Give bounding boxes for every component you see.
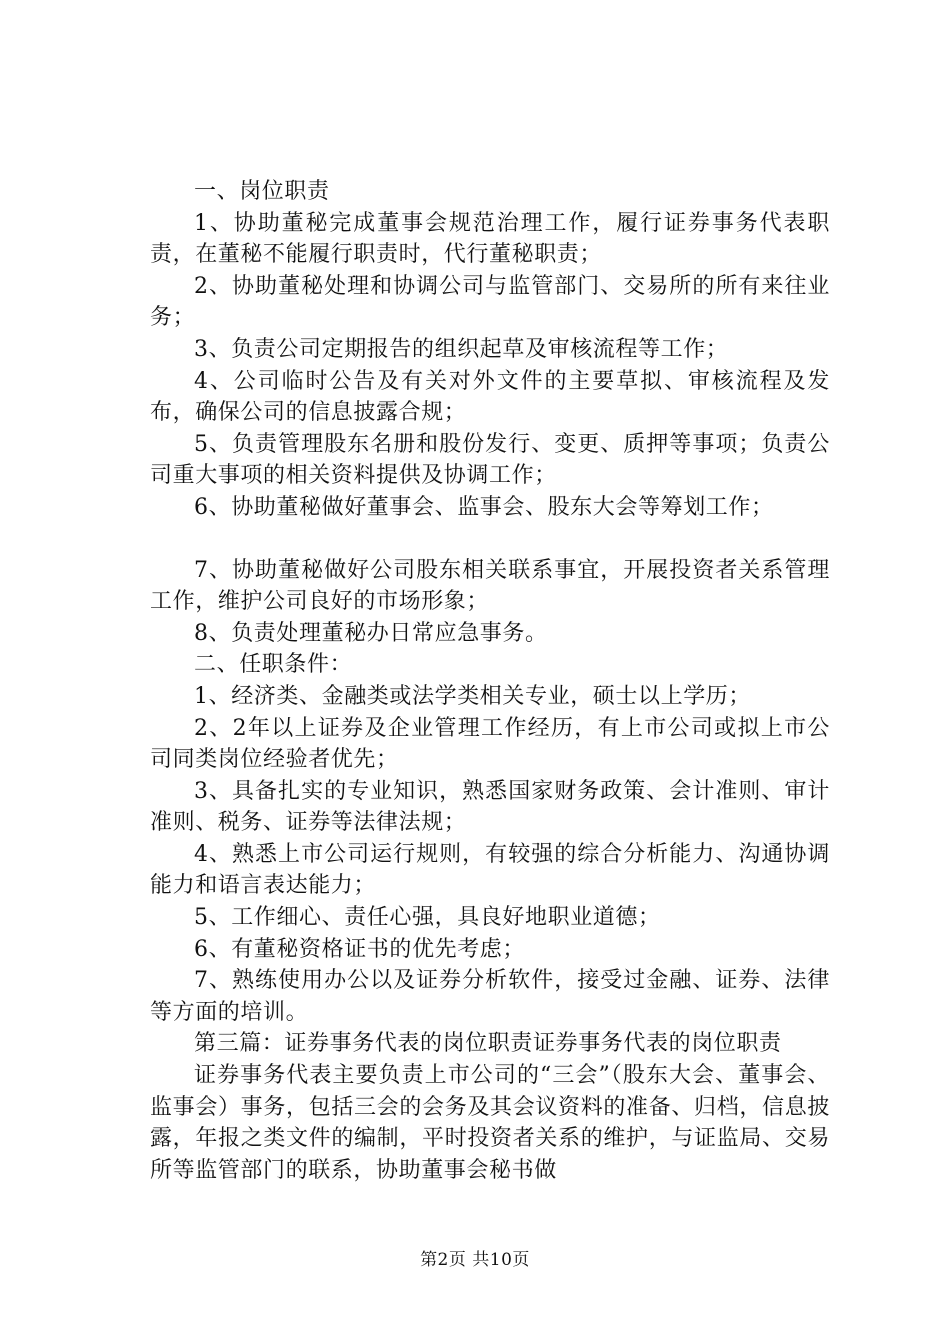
page-number: 第2页 共10页 [420, 1250, 530, 1270]
paragraph: 2、2年以上证券及企业管理工作经历，有上市公司或拟上市公司同类岗位经验者优先； [150, 715, 830, 773]
chapter-heading: 第三篇：证券事务代表的岗位职责证券事务代表的岗位职责 [194, 1031, 782, 1057]
paragraph: 证券事务代表主要负责上市公司的“三会”（股东大会、董事会、监事会）事务，包括三会的会务及其会议资料的准备、归档，信息披露，年报之类文件的编制，平时投资者关系的维护，与证监局、交易所等监管部门的联系，协助董事会秘书做 [150, 1063, 830, 1183]
paragraph: 5、负责管理股东名册和股份发行、变更、质押等事项；负责公司重大事项的相关资料提供及协调工作； [150, 431, 830, 489]
section-heading-duties: 一、岗位职责 [194, 179, 330, 204]
section-heading-requirements: 二、任职条件： [194, 652, 353, 678]
paragraph: 1、经济类、金融类或法学类相关专业，硕士以上学历； [194, 683, 751, 709]
paragraph: 7、协助董秘做好公司股东相关联系事宜，开展投资者关系管理工作，维护公司良好的市场形象； [150, 557, 830, 615]
paragraph: 4、熟悉上市公司运行规则，有较强的综合分析能力、沟通协调能力和语言表达能力； [150, 841, 830, 899]
paragraph: 2、协助董秘处理和协调公司与监管部门、交易所的所有来往业务； [150, 273, 830, 331]
paragraph: 6、协助董秘做好董事会、监事会、股东大会等筹划工作； [194, 494, 774, 520]
paragraph: 3、负责公司定期报告的组织起草及审核流程等工作； [194, 336, 729, 362]
paragraph: 5、工作细心、责任心强，具良好地职业道德； [194, 905, 661, 931]
paragraph: 6、有董秘资格证书的优先考虑； [194, 936, 525, 962]
paragraph: 8、负责处理董秘办日常应急事务。 [194, 620, 548, 646]
paragraph: 3、具备扎实的专业知识，熟悉国家财务政策、会计准则、审计准则、税务、证券等法律法规； [150, 778, 830, 836]
paragraph: 1、协助董秘完成董事会规范治理工作，履行证券事务代表职责，在董秘不能履行职责时，代行董秘职责； [150, 210, 830, 268]
paragraph: 4、公司临时公告及有关对外文件的主要草拟、审核流程及发布，确保公司的信息披露合规； [150, 368, 830, 426]
document-body [150, 176, 830, 1186]
paragraph: 7、熟练使用办公以及证券分析软件，接受过金融、证券、法律等方面的培训。 [150, 968, 830, 1025]
